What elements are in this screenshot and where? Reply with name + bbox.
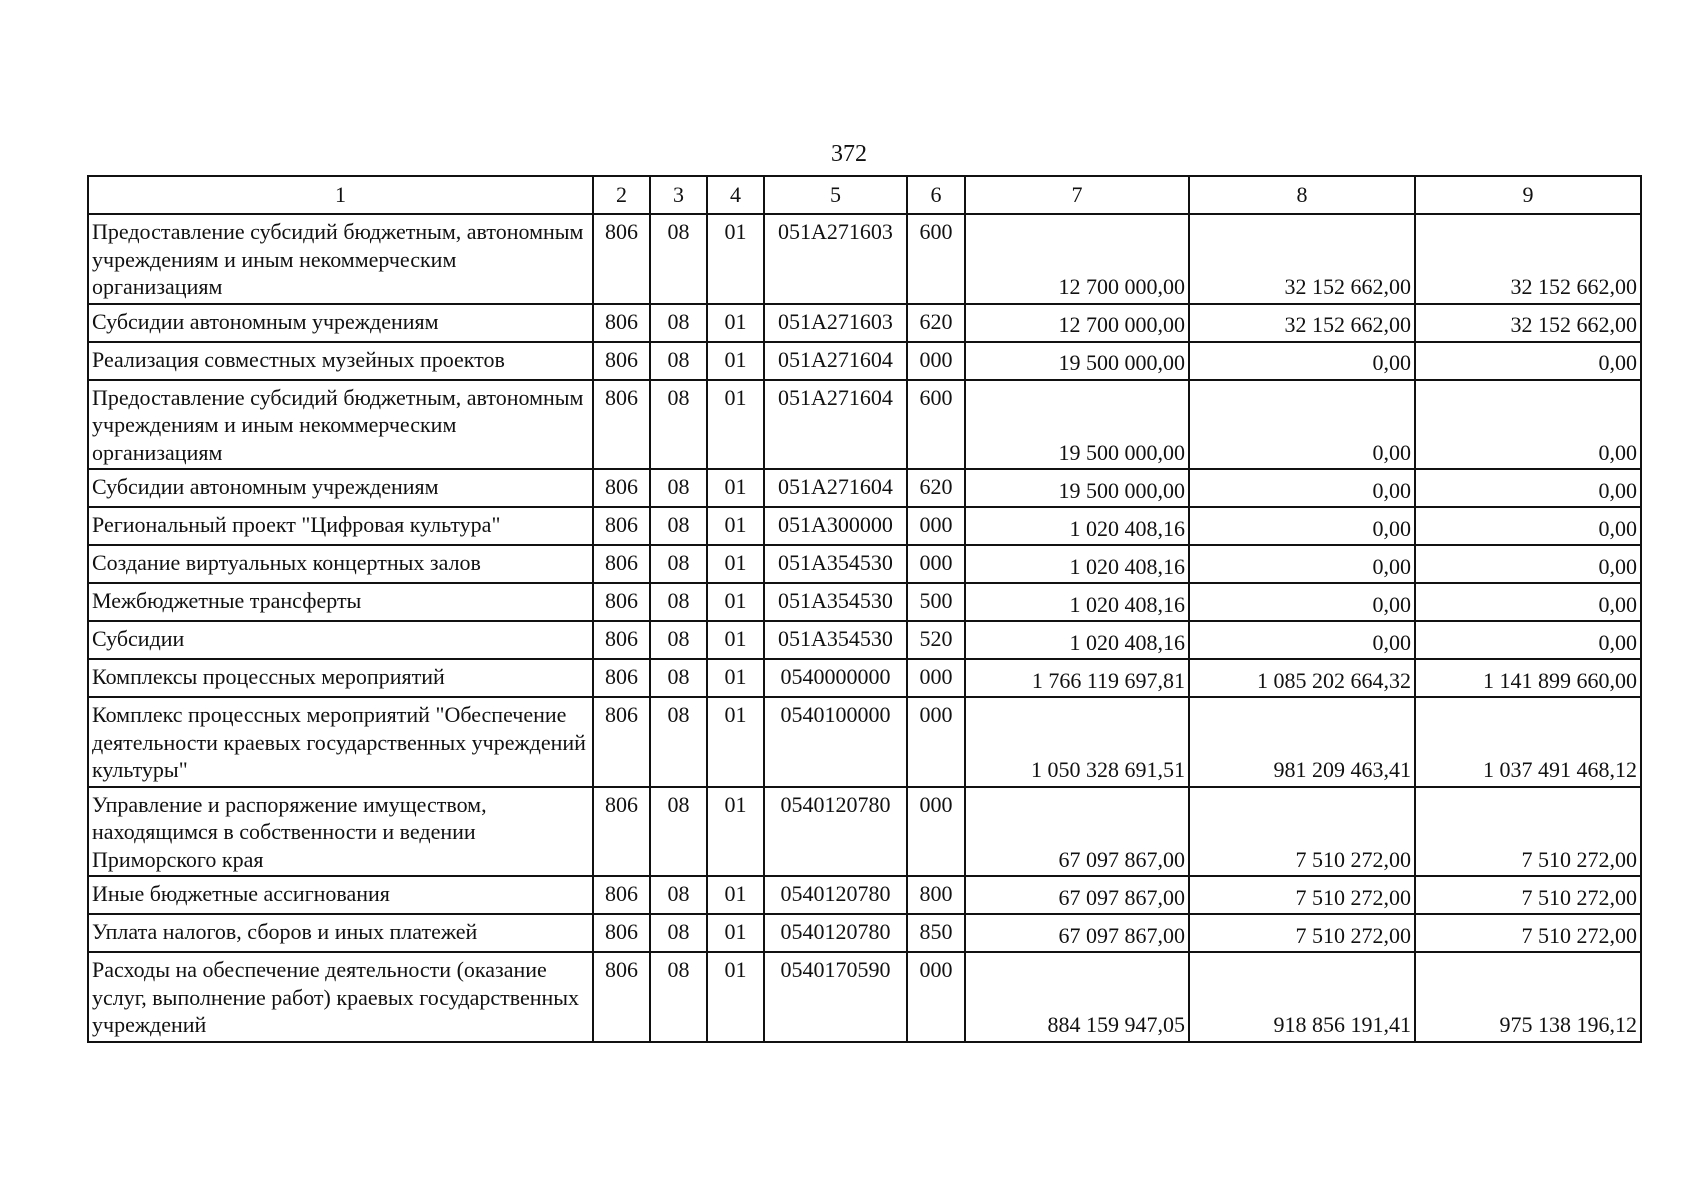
item-name-cell: Субсидии [88, 621, 593, 659]
target-article-cell: 051A300000 [764, 507, 907, 545]
ministry-code-cell: 806 [593, 304, 650, 342]
amount-col7-cell: 1 020 408,16 [965, 621, 1189, 659]
amount-col9-cell: 0,00 [1415, 621, 1641, 659]
target-article-cell: 0540100000 [764, 697, 907, 787]
item-name-cell: Комплекс процессных мероприятий "Обеспечение деятельности краевых государственных учреждений культуры" [88, 697, 593, 787]
ministry-code-cell: 806 [593, 380, 650, 470]
expense-type-cell: 000 [907, 697, 965, 787]
target-article-cell: 051A354530 [764, 621, 907, 659]
expense-type-cell: 000 [907, 659, 965, 697]
subsection-code-cell: 01 [707, 697, 764, 787]
header-row [88, 176, 1641, 214]
table-row [88, 469, 1641, 507]
subsection-code-cell: 01 [707, 914, 764, 952]
item-name-cell: Комплексы процессных мероприятий [88, 659, 593, 697]
amount-col8-cell: 0,00 [1189, 583, 1415, 621]
table-row [88, 545, 1641, 583]
subsection-code-cell: 01 [707, 304, 764, 342]
subsection-code-cell: 01 [707, 876, 764, 914]
section-code-cell: 08 [650, 380, 707, 470]
table-row [88, 952, 1641, 1042]
expense-type-cell: 600 [907, 380, 965, 470]
amount-col8-cell: 7 510 272,00 [1189, 914, 1415, 952]
subsection-code-cell: 01 [707, 545, 764, 583]
amount-col7-cell: 12 700 000,00 [965, 214, 1189, 304]
section-code-cell: 08 [650, 469, 707, 507]
target-article-cell: 0540120780 [764, 876, 907, 914]
section-code-cell: 08 [650, 342, 707, 380]
header-cell: 2 [593, 176, 650, 214]
expense-type-cell: 500 [907, 583, 965, 621]
item-name-cell: Субсидии автономным учреждениям [88, 469, 593, 507]
header-cell: 5 [764, 176, 907, 214]
header-cell: 1 [88, 176, 593, 214]
target-article-cell: 0540170590 [764, 952, 907, 1042]
amount-col8-cell: 7 510 272,00 [1189, 876, 1415, 914]
target-article-cell: 051A354530 [764, 583, 907, 621]
section-code-cell: 08 [650, 659, 707, 697]
amount-col9-cell: 7 510 272,00 [1415, 787, 1641, 877]
ministry-code-cell: 806 [593, 697, 650, 787]
header-cell: 6 [907, 176, 965, 214]
amount-col8-cell: 0,00 [1189, 621, 1415, 659]
section-code-cell: 08 [650, 914, 707, 952]
item-name-cell: Управление и распоряжение имуществом, находящимся в собственности и ведении Приморского края [88, 787, 593, 877]
subsection-code-cell: 01 [707, 342, 764, 380]
subsection-code-cell: 01 [707, 952, 764, 1042]
subsection-code-cell: 01 [707, 659, 764, 697]
amount-col7-cell: 12 700 000,00 [965, 304, 1189, 342]
expense-type-cell: 620 [907, 469, 965, 507]
table-row [88, 214, 1641, 304]
target-article-cell: 051A354530 [764, 545, 907, 583]
ministry-code-cell: 806 [593, 659, 650, 697]
amount-col8-cell: 0,00 [1189, 507, 1415, 545]
amount-col7-cell: 1 020 408,16 [965, 583, 1189, 621]
ministry-code-cell: 806 [593, 342, 650, 380]
item-name-cell: Создание виртуальных концертных залов [88, 545, 593, 583]
ministry-code-cell: 806 [593, 545, 650, 583]
expense-type-cell: 000 [907, 507, 965, 545]
expense-type-cell: 000 [907, 342, 965, 380]
ministry-code-cell: 806 [593, 876, 650, 914]
amount-col8-cell: 0,00 [1189, 545, 1415, 583]
table-row [88, 659, 1641, 697]
amount-col7-cell: 1 020 408,16 [965, 545, 1189, 583]
expense-type-cell: 000 [907, 787, 965, 877]
amount-col9-cell: 32 152 662,00 [1415, 304, 1641, 342]
item-name-cell: Межбюджетные трансферты [88, 583, 593, 621]
header-cell: 4 [707, 176, 764, 214]
amount-col8-cell: 0,00 [1189, 469, 1415, 507]
section-code-cell: 08 [650, 787, 707, 877]
target-article-cell: 0540120780 [764, 914, 907, 952]
ministry-code-cell: 806 [593, 787, 650, 877]
item-name-cell: Региональный проект "Цифровая культура" [88, 507, 593, 545]
section-code-cell: 08 [650, 621, 707, 659]
section-code-cell: 08 [650, 952, 707, 1042]
item-name-cell: Расходы на обеспечение деятельности (оказание услуг, выполнение работ) краевых государственных учреждений [88, 952, 593, 1042]
subsection-code-cell: 01 [707, 583, 764, 621]
table-row [88, 876, 1641, 914]
table-row [88, 621, 1641, 659]
amount-col8-cell: 0,00 [1189, 342, 1415, 380]
header-cell: 7 [965, 176, 1189, 214]
subsection-code-cell: 01 [707, 621, 764, 659]
expense-type-cell: 800 [907, 876, 965, 914]
header-cell: 3 [650, 176, 707, 214]
table-row [88, 697, 1641, 787]
budget-table [87, 175, 1642, 1043]
section-code-cell: 08 [650, 507, 707, 545]
amount-col8-cell: 32 152 662,00 [1189, 304, 1415, 342]
amount-col9-cell: 1 037 491 468,12 [1415, 697, 1641, 787]
amount-col9-cell: 0,00 [1415, 545, 1641, 583]
page-number: 372 [831, 141, 867, 167]
subsection-code-cell: 01 [707, 380, 764, 470]
subsection-code-cell: 01 [707, 787, 764, 877]
amount-col7-cell: 67 097 867,00 [965, 787, 1189, 877]
target-article-cell: 051A271604 [764, 469, 907, 507]
target-article-cell: 051A271604 [764, 342, 907, 380]
ministry-code-cell: 806 [593, 583, 650, 621]
section-code-cell: 08 [650, 304, 707, 342]
table-row [88, 583, 1641, 621]
ministry-code-cell: 806 [593, 214, 650, 304]
expense-type-cell: 600 [907, 214, 965, 304]
ministry-code-cell: 806 [593, 914, 650, 952]
item-name-cell: Иные бюджетные ассигнования [88, 876, 593, 914]
item-name-cell: Субсидии автономным учреждениям [88, 304, 593, 342]
amount-col7-cell: 884 159 947,05 [965, 952, 1189, 1042]
amount-col7-cell: 1 020 408,16 [965, 507, 1189, 545]
amount-col9-cell: 0,00 [1415, 583, 1641, 621]
item-name-cell: Реализация совместных музейных проектов [88, 342, 593, 380]
ministry-code-cell: 806 [593, 469, 650, 507]
amount-col9-cell: 0,00 [1415, 469, 1641, 507]
subsection-code-cell: 01 [707, 214, 764, 304]
expense-type-cell: 620 [907, 304, 965, 342]
amount-col7-cell: 67 097 867,00 [965, 914, 1189, 952]
subsection-code-cell: 01 [707, 469, 764, 507]
expense-type-cell: 850 [907, 914, 965, 952]
subsection-code-cell: 01 [707, 507, 764, 545]
section-code-cell: 08 [650, 697, 707, 787]
amount-col8-cell: 1 085 202 664,32 [1189, 659, 1415, 697]
amount-col7-cell: 19 500 000,00 [965, 380, 1189, 470]
header-cell: 9 [1415, 176, 1641, 214]
amount-col9-cell: 1 141 899 660,00 [1415, 659, 1641, 697]
table-header [88, 176, 1641, 214]
amount-col9-cell: 0,00 [1415, 342, 1641, 380]
expense-type-cell: 520 [907, 621, 965, 659]
table-row [88, 342, 1641, 380]
amount-col7-cell: 1 050 328 691,51 [965, 697, 1189, 787]
amount-col7-cell: 19 500 000,00 [965, 342, 1189, 380]
table-row [88, 304, 1641, 342]
table-row [88, 507, 1641, 545]
target-article-cell: 0540000000 [764, 659, 907, 697]
amount-col9-cell: 0,00 [1415, 380, 1641, 470]
amount-col8-cell: 0,00 [1189, 380, 1415, 470]
expense-type-cell: 000 [907, 952, 965, 1042]
section-code-cell: 08 [650, 214, 707, 304]
item-name-cell: Предоставление субсидий бюджетным, автономным учреждениям и иным некоммерческим организациям [88, 214, 593, 304]
ministry-code-cell: 806 [593, 507, 650, 545]
amount-col9-cell: 7 510 272,00 [1415, 914, 1641, 952]
section-code-cell: 08 [650, 545, 707, 583]
amount-col9-cell: 7 510 272,00 [1415, 876, 1641, 914]
expense-type-cell: 000 [907, 545, 965, 583]
item-name-cell: Уплата налогов, сборов и иных платежей [88, 914, 593, 952]
target-article-cell: 051A271603 [764, 304, 907, 342]
target-article-cell: 0540120780 [764, 787, 907, 877]
section-code-cell: 08 [650, 876, 707, 914]
amount-col9-cell: 0,00 [1415, 507, 1641, 545]
amount-col8-cell: 7 510 272,00 [1189, 787, 1415, 877]
ministry-code-cell: 806 [593, 952, 650, 1042]
amount-col7-cell: 67 097 867,00 [965, 876, 1189, 914]
header-cell: 8 [1189, 176, 1415, 214]
amount-col9-cell: 975 138 196,12 [1415, 952, 1641, 1042]
ministry-code-cell: 806 [593, 621, 650, 659]
amount-col7-cell: 1 766 119 697,81 [965, 659, 1189, 697]
amount-col8-cell: 918 856 191,41 [1189, 952, 1415, 1042]
amount-col9-cell: 32 152 662,00 [1415, 214, 1641, 304]
section-code-cell: 08 [650, 583, 707, 621]
table-row [88, 787, 1641, 877]
target-article-cell: 051A271604 [764, 380, 907, 470]
table-body [88, 214, 1641, 1042]
table-row [88, 914, 1641, 952]
item-name-cell: Предоставление субсидий бюджетным, автономным учреждениям и иным некоммерческим организациям [88, 380, 593, 470]
table-row [88, 380, 1641, 470]
amount-col8-cell: 32 152 662,00 [1189, 214, 1415, 304]
target-article-cell: 051A271603 [764, 214, 907, 304]
amount-col7-cell: 19 500 000,00 [965, 469, 1189, 507]
amount-col8-cell: 981 209 463,41 [1189, 697, 1415, 787]
